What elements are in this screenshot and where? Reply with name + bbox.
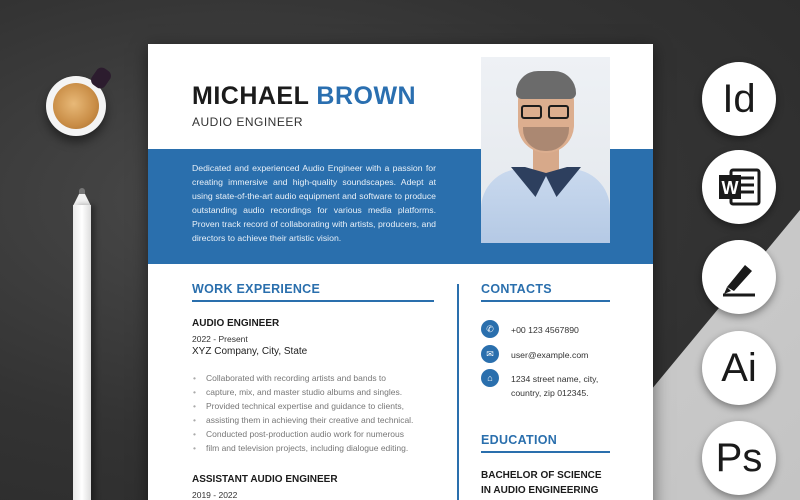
word-glyph — [717, 167, 761, 207]
indesign-icon — [702, 62, 776, 136]
email-text: user@example.com — [511, 350, 589, 360]
education-degree — [481, 468, 602, 498]
bullet-item: • Provided technical expertise and guidance to clients, — [192, 399, 442, 413]
photo-shirt — [481, 169, 610, 243]
profile-photo — [481, 57, 610, 243]
address-line-2: country, zip 012345. — [511, 388, 589, 398]
bullet-item-continued: • film and television projects, including dialogue editing. — [192, 441, 442, 455]
contacts-rule — [481, 300, 610, 302]
home-icon: ⌂ — [481, 369, 499, 387]
job-title: AUDIO ENGINEER — [192, 318, 280, 329]
job-bullets — [192, 371, 442, 455]
phone-icon: ✆ — [481, 320, 499, 338]
svg-text:W: W — [721, 178, 739, 198]
word-icon — [702, 150, 776, 224]
pencil-nib — [79, 188, 85, 194]
column-divider — [457, 284, 459, 500]
photoshop-icon — [702, 421, 776, 495]
work-experience-heading: WORK EXPERIENCE — [192, 282, 321, 296]
degree-line-2: IN AUDIO ENGINEERING — [481, 485, 599, 496]
education-rule — [481, 451, 610, 453]
photo-glasses — [521, 105, 571, 119]
coffee — [53, 83, 99, 129]
pen-icon — [702, 240, 776, 314]
resume-page — [148, 44, 653, 500]
summary-text: Dedicated and experienced Audio Engineer with a passion for creating immersive and high-quality soundscapes. Adept at using state-of-the-art audio equipment and software to produce outstanding audio recordings for various media platforms. Proven track record of collaborating with artists, producers, and directors to achieve their artistic vision. — [192, 163, 436, 243]
indesign-label: Id — [722, 76, 756, 121]
last-name: BROWN — [316, 82, 417, 110]
contacts-heading: CONTACTS — [481, 282, 552, 296]
photoshop-label: Ps — [715, 435, 763, 480]
job-company: XYZ Company, City, State — [192, 346, 308, 357]
resume-role: AUDIO ENGINEER — [192, 115, 304, 129]
illustrator-icon — [702, 331, 776, 405]
degree-line-1: BACHELOR OF SCIENCE — [481, 470, 602, 481]
photo-hair — [516, 71, 576, 99]
mail-icon: ✉ — [481, 345, 499, 363]
illustrator-label: Ai — [721, 345, 757, 390]
phone-text: +00 123 4567890 — [511, 325, 579, 335]
job-title: ASSISTANT AUDIO ENGINEER — [192, 474, 338, 485]
bullet-item-continued: • assisting them in achieving their creative and technical. — [192, 413, 442, 427]
bullet-item: • Conducted post-production audio work for numerous — [192, 427, 442, 441]
job-dates: 2022 - Present — [192, 334, 248, 344]
pen-glyph — [719, 257, 759, 297]
resume-name — [192, 82, 416, 111]
education-heading: EDUCATION — [481, 433, 558, 447]
address-line-1: 1234 street name, city, — [511, 374, 599, 384]
first-name: MICHAEL — [192, 82, 309, 110]
bullet-item: • Collaborated with recording artists and bands to — [192, 371, 442, 385]
pencil — [73, 205, 91, 500]
job-dates: 2019 - 2022 — [192, 490, 238, 500]
address-text — [511, 372, 598, 400]
work-experience-rule — [192, 300, 434, 302]
bullet-item-continued: • capture, mix, and master studio albums and singles. — [192, 385, 442, 399]
